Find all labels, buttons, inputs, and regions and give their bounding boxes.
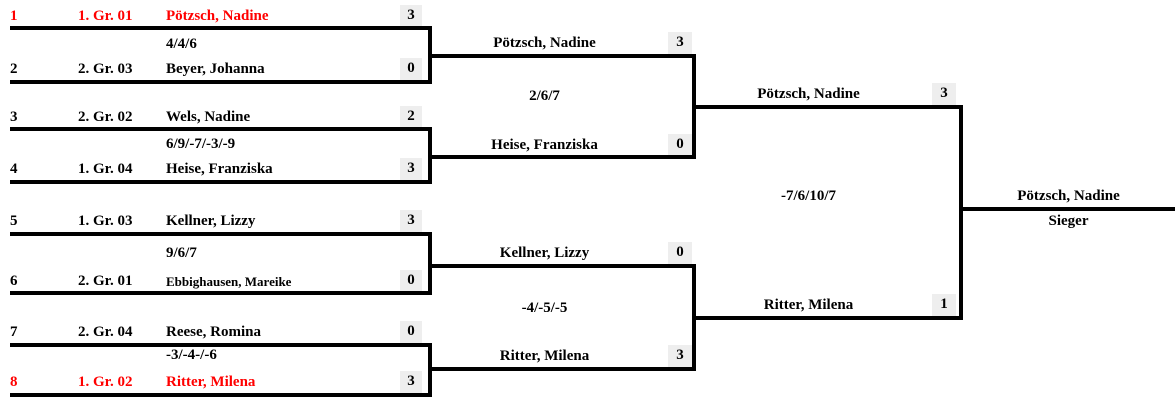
score-7: 0 xyxy=(400,321,422,343)
r2-score-3: 0 xyxy=(668,242,692,264)
match-sets-final: -7/6/10/7 xyxy=(781,188,836,204)
seed-5: 5 xyxy=(10,213,18,229)
score-4: 3 xyxy=(400,158,422,180)
player-name-2: Beyer, Johanna xyxy=(166,61,265,77)
r2-name-2: Heise, Franziska xyxy=(491,137,598,153)
player-name-4: Heise, Franziska xyxy=(166,161,273,177)
match-sets-r1-4: -3/-4-/-6 xyxy=(166,347,217,363)
bracket-line-r1-7 xyxy=(10,343,430,347)
seed-3: 3 xyxy=(10,109,18,125)
bracket-line-r3-1 xyxy=(692,105,962,109)
player-name-7: Reese, Romina xyxy=(166,324,261,340)
r3-name-2: Ritter, Milena xyxy=(763,297,854,313)
score-6: 0 xyxy=(400,270,422,292)
bracket-line-winner xyxy=(959,207,1175,211)
bracket-line-r1-8 xyxy=(10,393,430,397)
bracket-line-r2-3 xyxy=(428,264,694,268)
player-name-6: Ebbighausen, Mareike xyxy=(166,274,292,289)
winner-label: Sieger xyxy=(1048,213,1089,229)
r3-score-1: 3 xyxy=(932,83,956,105)
bracket-line-r1-6 xyxy=(10,291,430,295)
r2-name-4: Ritter, Milena xyxy=(499,348,590,364)
r2-name-1: Pötzsch, Nadine xyxy=(493,35,596,51)
seed-7: 7 xyxy=(10,324,18,340)
r2-name-3: Kellner, Lizzy xyxy=(499,245,590,261)
match-sets-r1-1: 4/4/6 xyxy=(166,36,197,52)
bracket-join-final xyxy=(959,105,963,320)
r3-score-2: 1 xyxy=(932,294,956,316)
bracket-line-r1-3 xyxy=(10,127,430,131)
r3-name-1: Pötzsch, Nadine xyxy=(757,86,860,102)
score-1: 3 xyxy=(400,5,422,27)
seed-8: 8 xyxy=(10,374,18,390)
group-5: 1. Gr. 03 xyxy=(78,213,133,229)
group-7: 2. Gr. 04 xyxy=(78,324,133,340)
r2-score-4: 3 xyxy=(668,345,692,367)
player-name-5: Kellner, Lizzy xyxy=(166,213,256,229)
winner-name: Pötzsch, Nadine xyxy=(1017,188,1120,204)
bracket-line-r1-4 xyxy=(10,180,430,184)
r2-score-2: 0 xyxy=(668,134,692,156)
score-3: 2 xyxy=(400,106,422,128)
bracket-line-r3-2 xyxy=(692,316,962,320)
seed-2: 2 xyxy=(10,61,18,77)
match-sets-r2-1: 2/6/7 xyxy=(529,88,560,104)
match-sets-r1-3: 9/6/7 xyxy=(166,245,197,261)
player-name-3: Wels, Nadine xyxy=(166,109,251,125)
group-6: 2. Gr. 01 xyxy=(78,273,133,289)
bracket-line-r1-1 xyxy=(10,26,430,30)
player-name-8: Ritter, Milena xyxy=(166,374,256,390)
score-2: 0 xyxy=(400,58,422,80)
group-3: 2. Gr. 02 xyxy=(78,109,133,125)
group-4: 1. Gr. 04 xyxy=(78,161,133,177)
group-1: 1. Gr. 01 xyxy=(78,8,133,24)
bracket-line-r2-1 xyxy=(428,54,694,58)
score-8: 3 xyxy=(400,371,422,393)
match-sets-r2-2: -4/-5/-5 xyxy=(521,300,568,316)
seed-1: 1 xyxy=(10,8,18,24)
bracket-line-r2-4 xyxy=(428,367,694,371)
score-5: 3 xyxy=(400,210,422,232)
match-sets-r1-2: 6/9/-7/-3/-9 xyxy=(166,136,236,152)
seed-6: 6 xyxy=(10,273,18,289)
bracket-line-r1-5 xyxy=(10,232,430,236)
player-name-1: Pötzsch, Nadine xyxy=(166,8,269,24)
bracket-line-r1-2 xyxy=(10,80,430,84)
r2-score-1: 3 xyxy=(668,32,692,54)
group-8: 1. Gr. 02 xyxy=(78,374,133,390)
seed-4: 4 xyxy=(10,161,18,177)
bracket-line-r2-2 xyxy=(428,155,694,159)
group-2: 2. Gr. 03 xyxy=(78,61,133,77)
